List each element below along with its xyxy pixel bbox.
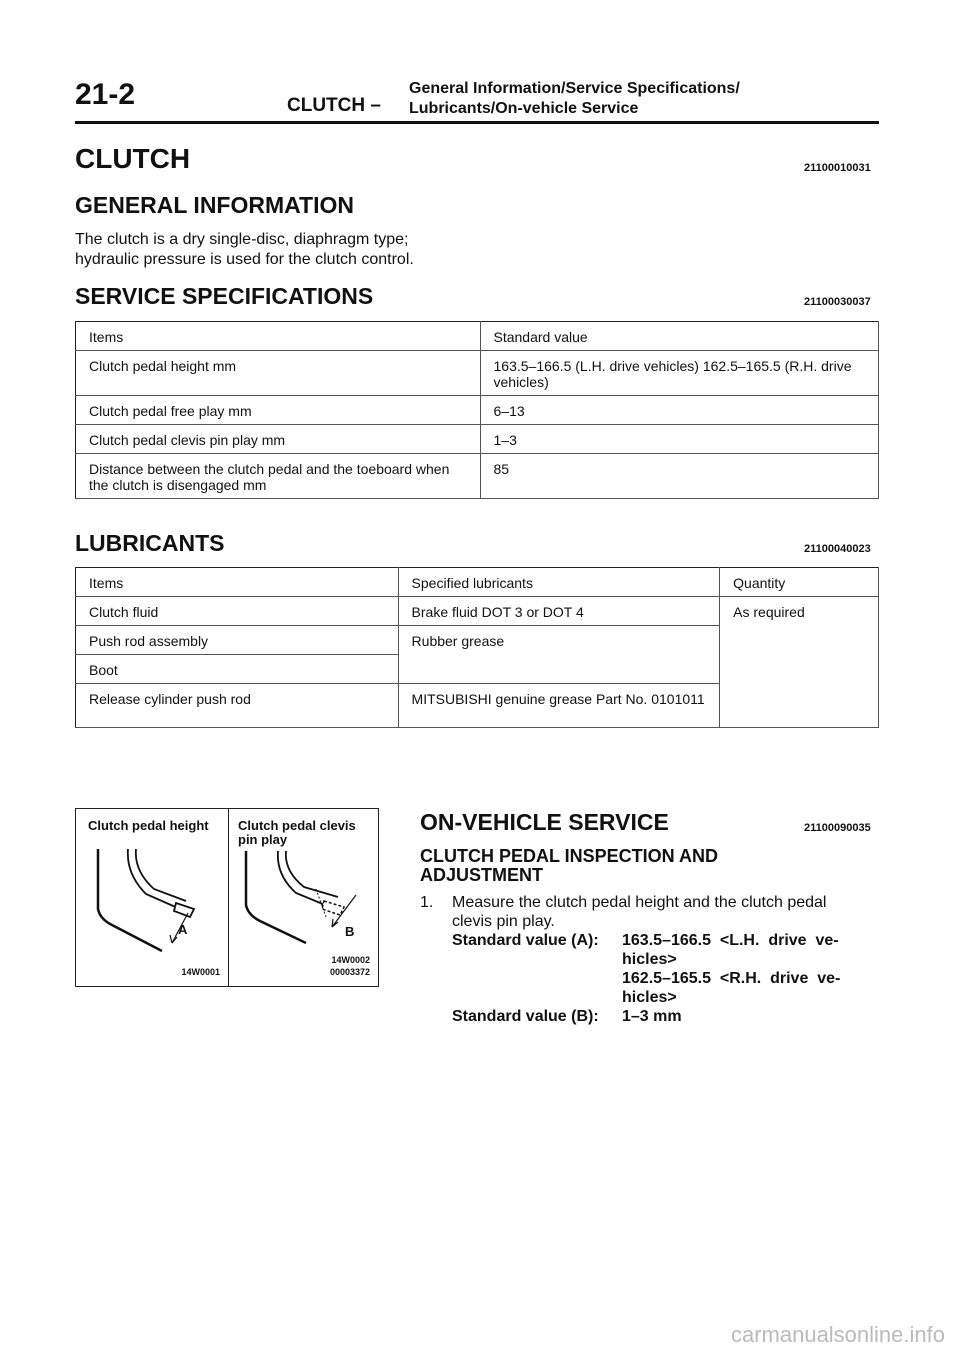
quantity-cell: As required — [720, 597, 879, 728]
marker-b: B — [345, 924, 355, 939]
lubricants-table — [75, 567, 879, 728]
step-number: 1. — [420, 894, 434, 911]
inspection-subtitle-line1: CLUTCH PEDAL INSPECTION AND — [420, 846, 719, 866]
table-cell: Brake fluid DOT 3 or DOT 4 — [398, 597, 720, 626]
table-cell: Clutch pedal height mm — [76, 351, 481, 396]
marker-a: A — [178, 922, 188, 937]
figure-right-label: Clutch pedal clevis pin play — [238, 818, 356, 847]
service-specifications-title: SERVICE SPECIFICATIONS — [75, 283, 374, 309]
header-subtitle-line2: Lubricants/On-vehicle Service — [409, 100, 639, 117]
standard-value-a-rh: 162.5–165.5 <R.H. drive ve- — [622, 970, 841, 987]
table-row — [76, 425, 879, 454]
table-cell: 6–13 — [480, 396, 879, 425]
table-header-row — [76, 322, 879, 351]
watermark: carmanualsonline.info — [730, 1322, 945, 1347]
table-header-cell: Quantity — [720, 568, 879, 597]
lubricants-code: 21100040023 — [804, 543, 871, 555]
standard-value-a-lh: 163.5–166.5 <L.H. drive ve- — [622, 932, 839, 949]
header-rule — [75, 121, 879, 124]
header-section: CLUTCH – — [287, 95, 381, 116]
table-cell: 1–3 — [480, 425, 879, 454]
table-cell: Boot — [76, 655, 399, 684]
table-row — [76, 351, 879, 396]
standard-value-b-value: 1–3 mm — [622, 1008, 682, 1025]
general-information-line2: hydraulic pressure is used for the clutch control. — [75, 251, 414, 268]
figure-left-panel — [76, 809, 229, 986]
header-subtitle-line1: General Information/Service Specifications/ — [409, 80, 740, 97]
inspection-subtitle-line2: ADJUSTMENT — [420, 865, 544, 885]
clutch-title: CLUTCH — [75, 143, 191, 174]
figure-right-code2: 00003372 — [329, 967, 370, 977]
service-specifications-code: 21100030037 — [804, 296, 871, 308]
table-row — [76, 396, 879, 425]
table-header-cell: Items — [76, 322, 481, 351]
table-header-cell: Items — [76, 568, 399, 597]
general-information-title: GENERAL INFORMATION — [75, 192, 354, 218]
page-number: 21-2 — [75, 78, 136, 111]
clutch-pedal-figure — [75, 808, 379, 987]
figure-right-panel — [228, 809, 378, 986]
table-header-cell: Specified lubricants — [398, 568, 720, 597]
figure-left-label: Clutch pedal height — [88, 818, 209, 833]
table-cell: 85 — [480, 454, 879, 499]
table-header-cell: Standard value — [480, 322, 879, 351]
pedal-height-drawing — [76, 839, 226, 959]
table-cell: Release cylinder push rod — [76, 684, 399, 728]
table-header-row — [76, 568, 879, 597]
standard-value-a-lh-cont: hicles> — [622, 951, 677, 968]
figure-right-code1: 14W0002 — [331, 955, 370, 965]
standard-value-b-label: Standard value (B): — [452, 1008, 599, 1025]
table-cell: Push rod assembly — [76, 626, 399, 655]
table-cell: 163.5–166.5 (L.H. drive vehicles) 162.5–165.5 (R.H. drive vehicles) — [480, 351, 879, 396]
table-cell: Rubber grease — [398, 626, 720, 684]
table-cell: Clutch pedal clevis pin play mm — [76, 425, 481, 454]
table-cell: MITSUBISHI genuine grease Part No. 0101011 — [398, 684, 720, 728]
clutch-code: 21100010031 — [804, 162, 871, 174]
step-line1: Measure the clutch pedal height and the clutch pedal — [452, 894, 827, 911]
standard-value-a-rh-cont: hicles> — [622, 989, 677, 1006]
on-vehicle-service-code: 21100090035 — [804, 822, 871, 834]
table-row — [76, 597, 879, 626]
service-specifications-table — [75, 321, 879, 499]
figure-left-code: 14W0001 — [181, 967, 220, 977]
table-cell: Clutch fluid — [76, 597, 399, 626]
lubricants-title: LUBRICANTS — [75, 530, 225, 556]
table-row — [76, 454, 879, 499]
step-line2: clevis pin play. — [452, 913, 555, 930]
standard-value-a-label: Standard value (A): — [452, 932, 599, 949]
clevis-pin-play-drawing — [228, 845, 378, 955]
table-cell: Distance between the clutch pedal and the toeboard when the clutch is disengaged mm — [76, 454, 481, 499]
table-cell: Clutch pedal free play mm — [76, 396, 481, 425]
on-vehicle-service-title: ON-VEHICLE SERVICE — [420, 809, 669, 835]
general-information-line1: The clutch is a dry single-disc, diaphragm type; — [75, 231, 409, 248]
